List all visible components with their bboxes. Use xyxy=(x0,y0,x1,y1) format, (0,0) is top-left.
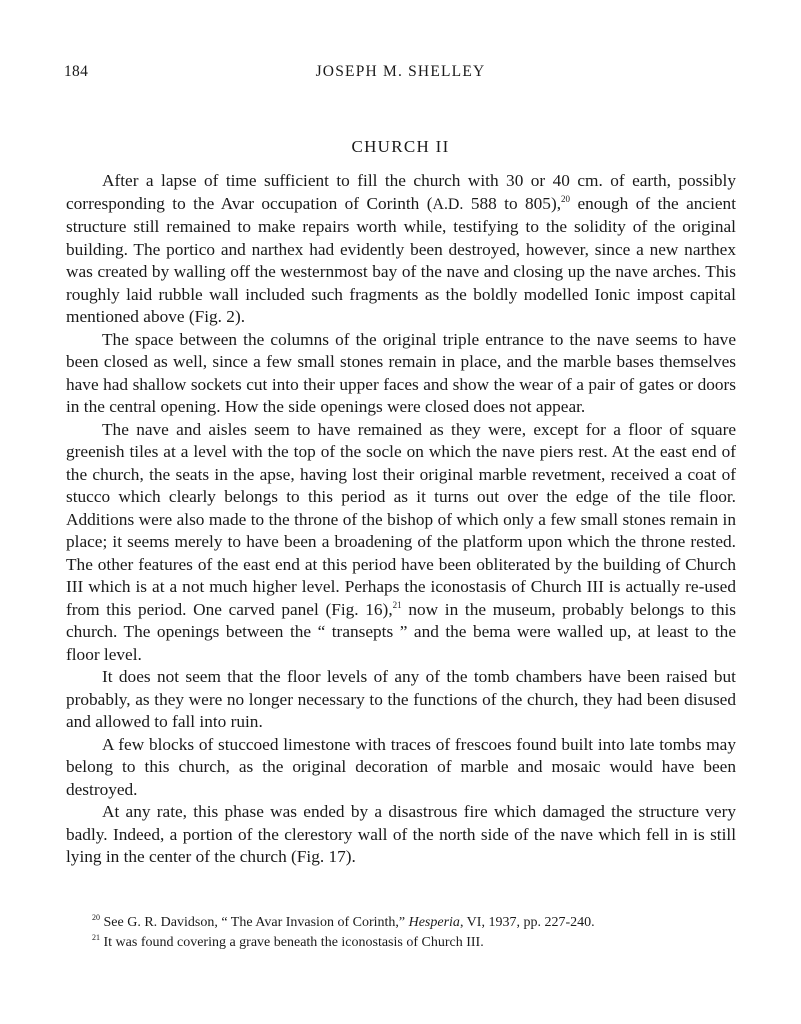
footnote-20-text-a: See G. R. Davidson, “ The Avar Invasion of Corinth,” xyxy=(100,915,409,930)
paragraph-1 xyxy=(66,170,736,329)
paragraph-5: A few blocks of stuccoed limestone with traces of frescoes found built into late tombs may belong to this church, as the original decoration of marble and mosaic would have been destroyed. xyxy=(66,734,736,799)
running-head xyxy=(64,63,737,87)
paragraph-4: It does not seem that the floor levels of any of the tomb chambers have been raised but probably, as they were no longer necessary to the functions of the church, they had been disused and allowed to fall into ruin. xyxy=(66,667,736,731)
footnote-20-journal: Hesperia xyxy=(408,915,460,930)
page-number: 184 xyxy=(64,63,89,80)
paragraph-1-text-a: After a lapse of time sufficient to fill the church with 30 or 40 cm. of earth, possibly corresponding to the Avar occupation of Corinth ( xyxy=(66,171,736,213)
running-head-author: JOSEPH M. SHELLEY xyxy=(315,63,486,80)
footnote-ref-20: 20 xyxy=(561,193,571,204)
paragraph-3 xyxy=(66,419,736,667)
paragraph-1-text-b: 588 to 805), xyxy=(463,193,562,213)
section-title: CHURCH II xyxy=(351,137,450,156)
paragraph-3-text-a: The nave and aisles seem to have remained as they were, except for a floor of square greenish tiles at a level with the top of the socle on which the nave piers rest. At the east end of the church, the seats in the apse, having lost their original marble revetment, received a coat of stucco which clearly belongs to this period as it turns out over the edge of the tile floor. Additions were also made to the throne of the bishop of which only a few small stones remain in place; it seems merely to have been a broadening of the platform upon which the throne rested. The other features of the east end at this period have been obliterated by the building of Church III which is at a not much higher level. Perhaps the iconostasis of Church III is actually re-used from this period. One carved panel (Fig. 16), xyxy=(66,419,736,619)
footnote-20 xyxy=(92,913,732,933)
paragraph-2: The space between the columns of the original triple entrance to the nave seems to have been closed as well, since a few small stones remain in place, and the marble bases themselves have had shallow sockets cut into their upper faces and show the wear of a pair of gates or doors in the central opening. How the side openings were closed does not appear. xyxy=(66,329,736,416)
body-text xyxy=(66,170,736,869)
footnotes xyxy=(92,913,732,953)
paragraph-3-text-b: now in the museum, probably belongs to this church. The openings between the “ transepts ” and the bema were walled up, at least to the floor level. xyxy=(66,599,736,664)
footnote-21-text: It was found covering a grave beneath the iconostasis of Church III. xyxy=(100,935,484,950)
footnote-21 xyxy=(92,933,732,953)
era-abbreviation: A.D. xyxy=(432,195,464,213)
footnote-ref-21: 21 xyxy=(392,599,402,610)
footnote-20-number: 20 xyxy=(92,913,100,922)
paragraph-1-text-c: enough of the ancient structure still remained to make repairs worth while, testifying to the solidity of the original building. The portico and narthex had evidently been destroyed, however, since a new narthex was created by walling off the westernmost bay of the nave and closing up the nave arches. This roughly laid rubble wall included such fragments as the boldly modelled Ionic impost capital mentioned above (Fig. 2). xyxy=(66,193,736,326)
footnote-21-number: 21 xyxy=(92,933,100,942)
paragraph-6: At any rate, this phase was ended by a disastrous fire which damaged the structure very badly. Indeed, a portion of the clerestory wall of the north side of the nave which fell in is still lying in the center of the church (Fig. 17). xyxy=(66,802,736,866)
footnote-20-text-b: , VI, 1937, pp. 227-240. xyxy=(459,915,595,930)
